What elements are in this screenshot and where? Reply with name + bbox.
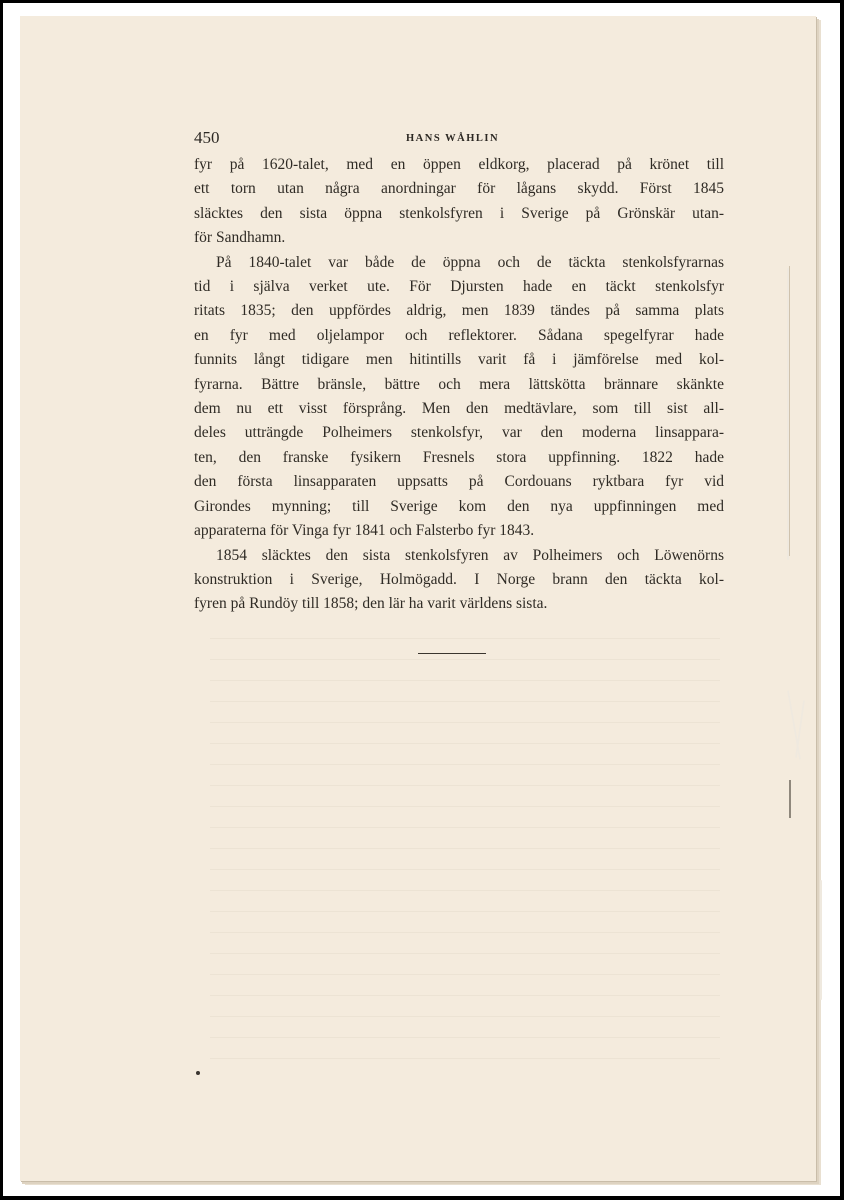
text-line: ett torn utan några anordningar för lågans skydd. Först 1845 [194,180,724,198]
text-line: På 1840-talet var både de öppna och de täckta stenkolsfyrarnas [216,253,724,271]
paragraph [194,153,724,251]
paper-speck [196,1071,200,1075]
text-line: fyr på 1620-talet, med en öppen eldkorg, placerad på krönet till [194,156,724,173]
text-line: konstruktion i Sverige, Holmögadd. I Norge brann den täckta kol- [194,570,724,588]
text-line: den första linsapparaten uppsatts på Cordouans ryktbara fyr vid [194,473,724,491]
text-line: 1854 släcktes den sista stenkolsfyren av Polheimers och Löwenörns [216,546,724,564]
binding-thread [789,780,791,818]
paragraph [194,544,724,617]
text-line: fyrarna. Bättre bränsle, bättre och mera lättskötta brännare skänkte [194,375,724,393]
text-line: funnits långt tidigare men hitintills varit få i jämförelse med kol- [194,351,724,369]
body-text [194,153,724,617]
paragraph [194,251,724,544]
text-line: Girondes mynning; till Sverige kom den nya uppfinningen med [194,497,724,515]
text-line: för Sandhamn. [194,229,286,247]
running-head: HANS WÅHLIN [406,133,500,144]
section-rule [418,653,486,654]
text-line: apparaterna för Vinga fyr 1841 och Falsterbo fyr 1843. [194,522,535,540]
page-edge-mark [789,266,790,556]
text-line: dem nu ett visst försprång. Men den medtävlare, som till sist all- [194,400,724,418]
show-through-text [210,618,720,1059]
text-line: deles utträngde Polheimers stenkolsfyr, var den moderna linsappara- [194,424,724,442]
text-line: ritats 1835; den uppfördes aldrig, men 1839 tändes på samma plats [194,302,724,320]
text-line: tid i själva verket ute. För Djursten hade en täckt stenkolsfyr [194,278,724,296]
binding-thread [787,268,789,560]
binding-thread [820,880,822,1000]
text-line: fyren på Rundöy till 1858; den lär ha varit världens sista. [194,595,548,613]
text-line: ten, den franske fysikern Fresnels stora uppfinning. 1822 hade [194,448,724,466]
page-header [194,128,724,150]
text-line: en fyr med oljelampor och reflektorer. Sådana spegelfyrar hade [194,326,724,344]
page-number: 450 [194,128,220,147]
text-line: släcktes den sista öppna stenkolsfyren i Sverige på Grönskär utan- [194,204,724,222]
